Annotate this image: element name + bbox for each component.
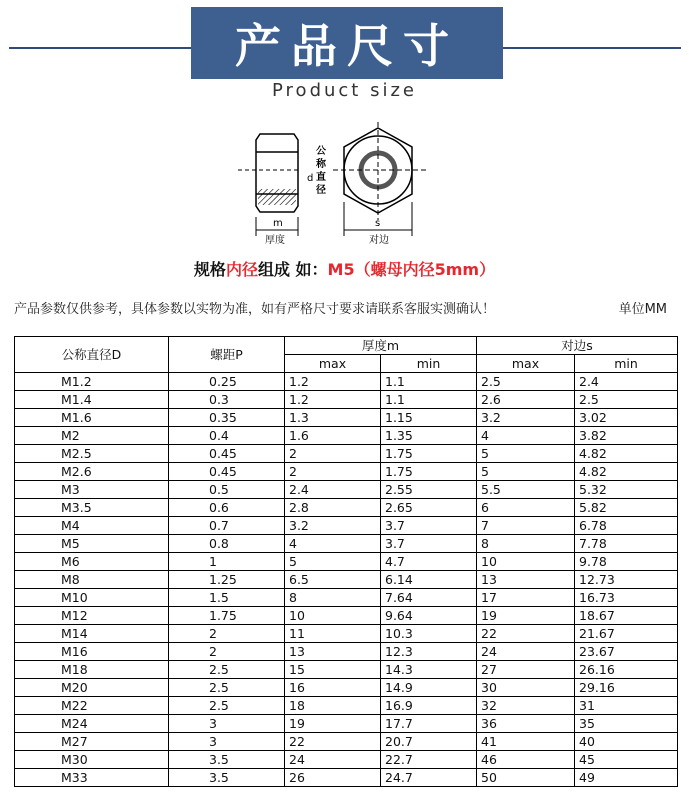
nut-top-view: [333, 122, 428, 236]
table-row: [15, 589, 678, 607]
cell-s-max: 27: [477, 661, 575, 679]
table-row: [15, 643, 678, 661]
table-row: [15, 715, 678, 733]
cell-s-min: 9.78: [575, 553, 678, 571]
cell-s-min: 5.82: [575, 499, 678, 517]
cell-diameter: M33: [15, 769, 169, 787]
cell-m-min: 10.3: [381, 625, 477, 643]
cell-diameter: M18: [15, 661, 169, 679]
header-m-max: max: [285, 355, 381, 373]
cell-m-max: 11: [285, 625, 381, 643]
cell-s-min: 12.73: [575, 571, 678, 589]
cell-diameter: M1.4: [15, 391, 169, 409]
cell-s-max: 5: [477, 463, 575, 481]
cell-pitch: 2.5: [169, 661, 285, 679]
cell-s-min: 6.78: [575, 517, 678, 535]
table-row: [15, 535, 678, 553]
cell-s-min: 3.02: [575, 409, 678, 427]
cell-m-max: 1.2: [285, 391, 381, 409]
table-row: [15, 463, 678, 481]
title-line-left: [9, 47, 191, 49]
cell-diameter: M12: [15, 607, 169, 625]
cell-m-max: 15: [285, 661, 381, 679]
cell-m-min: 2.65: [381, 499, 477, 517]
cell-m-max: 1.3: [285, 409, 381, 427]
cell-diameter: M8: [15, 571, 169, 589]
cell-m-max: 6.5: [285, 571, 381, 589]
cell-s-min: 45: [575, 751, 678, 769]
cell-pitch: 1.75: [169, 607, 285, 625]
table-row: [15, 499, 678, 517]
cell-s-max: 2.5: [477, 373, 575, 391]
table-row: [15, 427, 678, 445]
spec-part3: 组成 如：: [257, 260, 328, 279]
table-row: [15, 373, 678, 391]
header-s-max: max: [477, 355, 575, 373]
cell-s-max: 5: [477, 445, 575, 463]
header-s-min: min: [575, 355, 678, 373]
cell-s-min: 3.82: [575, 427, 678, 445]
table-body: [15, 373, 678, 787]
cell-diameter: M4: [15, 517, 169, 535]
cell-s-min: 2.4: [575, 373, 678, 391]
spec-description: [0, 257, 689, 280]
table-row: [15, 751, 678, 769]
cell-m-min: 3.7: [381, 517, 477, 535]
cell-pitch: 0.3: [169, 391, 285, 409]
cell-diameter: M27: [15, 733, 169, 751]
cell-m-min: 17.7: [381, 715, 477, 733]
cell-m-min: 20.7: [381, 733, 477, 751]
cell-m-min: 9.64: [381, 607, 477, 625]
cell-diameter: M24: [15, 715, 169, 733]
label-d: d: [307, 173, 314, 184]
cell-pitch: 0.4: [169, 427, 285, 445]
table-row: [15, 409, 678, 427]
cell-s-max: 46: [477, 751, 575, 769]
cell-pitch: 3.5: [169, 751, 285, 769]
cell-s-min: 35: [575, 715, 678, 733]
cell-s-max: 5.5: [477, 481, 575, 499]
cell-m-max: 24: [285, 751, 381, 769]
cell-diameter: M1.6: [15, 409, 169, 427]
cell-diameter: M2: [15, 427, 169, 445]
cell-s-max: 24: [477, 643, 575, 661]
cell-m-max: 19: [285, 715, 381, 733]
cell-m-max: 3.2: [285, 517, 381, 535]
cell-s-min: 5.32: [575, 481, 678, 499]
label-m: m: [273, 218, 283, 229]
header-pitch: 螺距P: [169, 337, 285, 373]
cell-s-min: 40: [575, 733, 678, 751]
nut-side-view: [238, 134, 298, 236]
cell-s-min: 16.73: [575, 589, 678, 607]
cell-m-min: 14.9: [381, 679, 477, 697]
nut-diagram: [238, 122, 438, 247]
cell-m-max: 2: [285, 445, 381, 463]
cell-m-min: 7.64: [381, 589, 477, 607]
table-row: [15, 517, 678, 535]
cell-s-max: 13: [477, 571, 575, 589]
cell-diameter: M20: [15, 679, 169, 697]
cell-s-max: 41: [477, 733, 575, 751]
label-nominal-1: 公: [316, 146, 326, 157]
cell-m-max: 1.6: [285, 427, 381, 445]
cell-pitch: 1.5: [169, 589, 285, 607]
cell-pitch: 3.5: [169, 769, 285, 787]
table-row: [15, 733, 678, 751]
cell-diameter: M16: [15, 643, 169, 661]
cell-diameter: M2.6: [15, 463, 169, 481]
cell-diameter: M22: [15, 697, 169, 715]
cell-m-min: 1.15: [381, 409, 477, 427]
label-thickness: 厚度: [265, 235, 285, 246]
size-table: [14, 336, 678, 787]
cell-s-max: 7: [477, 517, 575, 535]
table-header-row: [15, 337, 678, 355]
cell-diameter: M1.2: [15, 373, 169, 391]
table-row: [15, 697, 678, 715]
cell-s-min: 49: [575, 769, 678, 787]
cell-diameter: M10: [15, 589, 169, 607]
cell-s-max: 50: [477, 769, 575, 787]
cell-m-max: 4: [285, 535, 381, 553]
cell-diameter: M5: [15, 535, 169, 553]
cell-s-min: 4.82: [575, 463, 678, 481]
cell-m-max: 5: [285, 553, 381, 571]
cell-m-max: 2.8: [285, 499, 381, 517]
cell-m-min: 1.35: [381, 427, 477, 445]
cell-pitch: 3: [169, 733, 285, 751]
cell-pitch: 2.5: [169, 679, 285, 697]
cell-m-max: 2.4: [285, 481, 381, 499]
cell-m-min: 1.1: [381, 373, 477, 391]
cell-m-min: 3.7: [381, 535, 477, 553]
cell-pitch: 1.25: [169, 571, 285, 589]
cell-s-max: 6: [477, 499, 575, 517]
cell-m-max: 16: [285, 679, 381, 697]
table-row: [15, 391, 678, 409]
cell-m-min: 14.3: [381, 661, 477, 679]
label-nominal-3: 直: [316, 172, 326, 183]
cell-m-max: 18: [285, 697, 381, 715]
cell-s-min: 23.67: [575, 643, 678, 661]
cell-pitch: 0.5: [169, 481, 285, 499]
cell-s-max: 8: [477, 535, 575, 553]
table-row: [15, 481, 678, 499]
cell-m-min: 24.7: [381, 769, 477, 787]
cell-s-max: 17: [477, 589, 575, 607]
cell-diameter: M2.5: [15, 445, 169, 463]
header-nominal-diameter: 公称直径D: [15, 337, 169, 373]
spec-part2: 内径: [225, 260, 258, 279]
cell-s-max: 36: [477, 715, 575, 733]
cell-diameter: M14: [15, 625, 169, 643]
cell-s-max: 19: [477, 607, 575, 625]
table-row: [15, 661, 678, 679]
cell-m-min: 16.9: [381, 697, 477, 715]
label-across-flats: 对边: [369, 235, 389, 246]
cell-diameter: M3: [15, 481, 169, 499]
table-row: [15, 607, 678, 625]
cell-s-min: 2.5: [575, 391, 678, 409]
cell-m-max: 13: [285, 643, 381, 661]
disclaimer-note: 产品参数仅供参考，具体参数以实物为准，如有严格尺寸要求请联系客服实测确认！: [14, 302, 496, 317]
table-row: [15, 571, 678, 589]
cell-s-max: 32: [477, 697, 575, 715]
cell-pitch: 1: [169, 553, 285, 571]
cell-s-max: 30: [477, 679, 575, 697]
cell-diameter: M6: [15, 553, 169, 571]
cell-s-min: 21.67: [575, 625, 678, 643]
table-row: [15, 679, 678, 697]
cell-s-min: 18.67: [575, 607, 678, 625]
cell-pitch: 2: [169, 643, 285, 661]
cell-pitch: 3: [169, 715, 285, 733]
cell-s-max: 2.6: [477, 391, 575, 409]
cell-m-min: 6.14: [381, 571, 477, 589]
cell-s-min: 4.82: [575, 445, 678, 463]
cell-s-max: 4: [477, 427, 575, 445]
cell-pitch: 0.35: [169, 409, 285, 427]
cell-pitch: 0.6: [169, 499, 285, 517]
cell-diameter: M3.5: [15, 499, 169, 517]
page-subtitle: Product size: [272, 80, 417, 101]
cell-m-max: 8: [285, 589, 381, 607]
cell-pitch: 0.25: [169, 373, 285, 391]
cell-s-min: 7.78: [575, 535, 678, 553]
header-thickness: 厚度m: [285, 337, 477, 355]
header-m-min: min: [381, 355, 477, 373]
cell-m-max: 22: [285, 733, 381, 751]
cell-m-max: 1.2: [285, 373, 381, 391]
cell-pitch: 0.45: [169, 445, 285, 463]
unit-label: 单位MM: [618, 302, 667, 317]
cell-m-min: 4.7: [381, 553, 477, 571]
cell-s-min: 26.16: [575, 661, 678, 679]
cell-pitch: 0.45: [169, 463, 285, 481]
cell-pitch: 0.7: [169, 517, 285, 535]
cell-m-max: 26: [285, 769, 381, 787]
table-row: [15, 625, 678, 643]
cell-s-max: 3.2: [477, 409, 575, 427]
label-s: s: [375, 218, 381, 229]
page-title: 产品尺寸: [191, 7, 503, 79]
cell-s-min: 31: [575, 697, 678, 715]
cell-pitch: 2.5: [169, 697, 285, 715]
cell-m-min: 1.75: [381, 463, 477, 481]
cell-m-min: 2.55: [381, 481, 477, 499]
cell-s-max: 22: [477, 625, 575, 643]
cell-m-max: 10: [285, 607, 381, 625]
table-row: [15, 769, 678, 787]
cell-diameter: M30: [15, 751, 169, 769]
table-row: [15, 445, 678, 463]
header-across-flats: 对边s: [477, 337, 678, 355]
table-row: [15, 553, 678, 571]
cell-s-min: 29.16: [575, 679, 678, 697]
cell-m-min: 22.7: [381, 751, 477, 769]
spec-part1: 规格: [193, 260, 226, 279]
cell-m-max: 2: [285, 463, 381, 481]
cell-s-max: 10: [477, 553, 575, 571]
cell-m-min: 1.1: [381, 391, 477, 409]
cell-pitch: 0.8: [169, 535, 285, 553]
label-nominal-4: 径: [316, 185, 326, 196]
cell-m-min: 12.3: [381, 643, 477, 661]
label-nominal-2: 称: [316, 159, 326, 170]
spec-part4: M5（螺母内径5mm）: [327, 260, 496, 279]
cell-pitch: 2: [169, 625, 285, 643]
cell-m-min: 1.75: [381, 445, 477, 463]
title-line-right: [503, 47, 681, 49]
